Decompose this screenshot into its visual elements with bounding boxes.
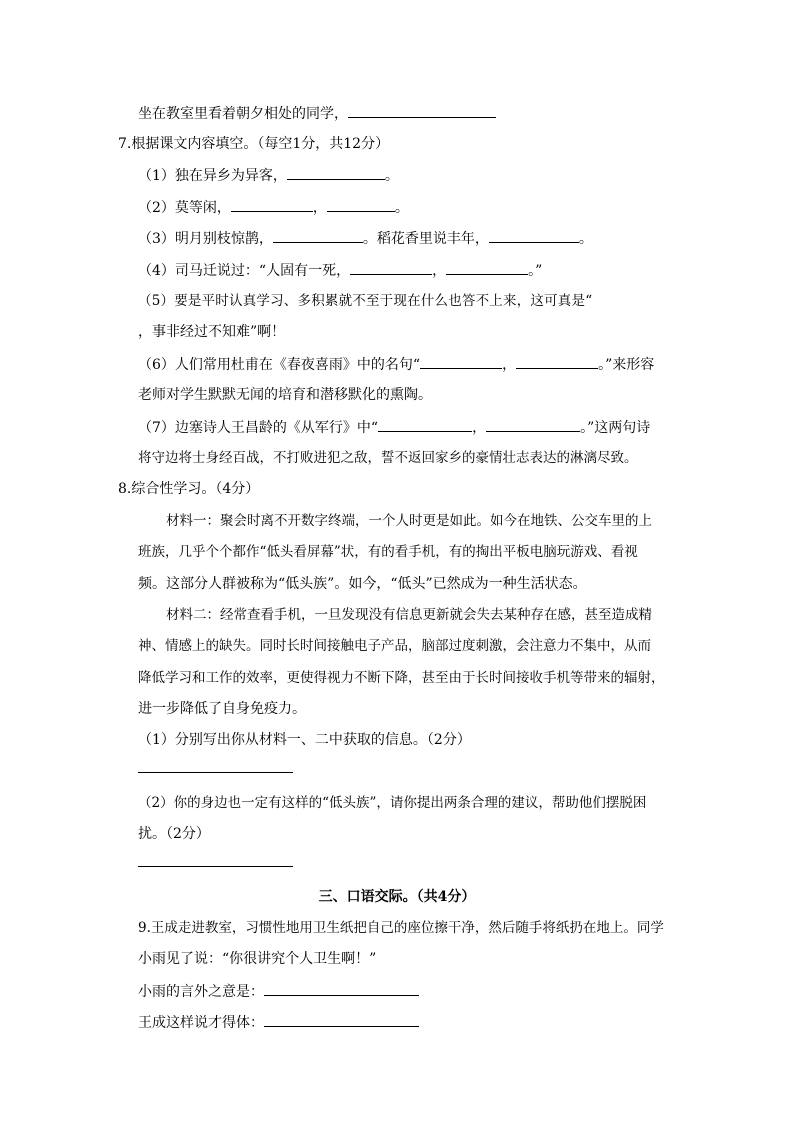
material-two-line: 神、情感上的缺失。同时长时间接触电子产品，脑部过度刺激，会注意力不集中，从而 xyxy=(138,638,651,654)
answer-line[interactable] xyxy=(138,772,293,773)
answer-blank[interactable] xyxy=(273,229,363,243)
material-one-line: 材料一：聚会时离不开数字终端，一个人时更是如此。如今在地铁、公交车里的上 xyxy=(166,513,652,529)
question-7-title: 7.根据课文内容填空。（每空1分，共12分） xyxy=(118,136,390,152)
question-7-7-cont: 将守边将士身经百战，不打败进犯之敌，誓不返回家乡的豪情壮志表达的淋漓尽致。 xyxy=(138,450,638,466)
answer-blank[interactable] xyxy=(350,261,432,275)
answer-blank[interactable] xyxy=(264,982,419,996)
text-line: 坐在教室里看着朝夕相处的同学， xyxy=(0,104,794,123)
answer-blank[interactable] xyxy=(264,1013,419,1027)
answer-blank[interactable] xyxy=(378,418,472,432)
answer-blank[interactable] xyxy=(446,261,528,275)
answer-line[interactable] xyxy=(138,866,293,867)
question-9-reply: 王成这样说才得体： xyxy=(0,1013,794,1032)
question-7-2: （2）莫等闲， ， 。 xyxy=(138,200,409,216)
question-8-2-cont: 扰。（2分） xyxy=(138,826,210,842)
question-7-4: （4）司马迁说过：“人固有一死， ， 。” xyxy=(138,263,543,279)
material-two-line: 材料二：经常查看手机，一旦发现没有信息更新就会失去某种存在感，甚至造成精 xyxy=(166,607,652,623)
question-7-5-cont: ，事非经过不知难”啊！ xyxy=(138,324,286,340)
answer-blank[interactable] xyxy=(486,418,580,432)
question-8-2: （2）你的身边也一定有这样的“低头族”，请你提出两条合理的建议，帮助他们摆脱困 xyxy=(138,795,647,811)
answer-blank[interactable] xyxy=(420,355,502,369)
answer-blank[interactable] xyxy=(327,198,395,212)
question-8-1: （1）分别写出你从材料一、二中获取的信息。（2分） xyxy=(138,732,471,748)
answer-blank[interactable] xyxy=(348,104,496,118)
answer-blank[interactable] xyxy=(489,229,579,243)
material-two-line: 降低学习和工作的效率，更使得视力不断下降，甚至由于长时间接收手机等带来的辐射， xyxy=(138,670,665,686)
answer-blank[interactable] xyxy=(231,198,313,212)
question-7-7: （7）边塞诗人王昌龄的《从军行》中“ ， 。”这两句诗 xyxy=(138,420,651,436)
question-9: 9.王成走进教室，习惯性地用卫生纸把自己的座位擦干净，然后随手将纸扔在地上。同学 xyxy=(138,920,664,936)
section-3-heading: 三、口语交际。（共4分） xyxy=(318,889,476,905)
answer-blank[interactable] xyxy=(287,166,385,180)
question-7-6: （6）人们常用杜甫在《春夜喜雨》中的名句“ ， 。”来形容 xyxy=(138,357,655,373)
answer-blank[interactable] xyxy=(516,355,598,369)
material-one-line: 班族，几乎个个都作“低头看屏幕”状，有的看手机，有的掏出平板电脑玩游戏、看视 xyxy=(138,544,638,560)
question-7-1: （1）独在异乡为异客， 。 xyxy=(138,168,399,184)
question-8-title: 8.综合性学习。（4分） xyxy=(118,481,260,497)
question-9-cont: 小雨见了说：“你很讲究个人卫生啊！” xyxy=(138,951,377,967)
material-one-line: 频。这部分人群被称为“低头族”。如今，“低头”已然成为一种生活状态。 xyxy=(138,576,587,592)
material-two-line: 进一步降低了自身免疫力。 xyxy=(138,701,306,717)
question-7-6-cont: 老师对学生默默无闻的培育和潜移默化的熏陶。 xyxy=(138,387,432,403)
question-7-3: （3）明月别枝惊鹊， 。稻花香里说丰年， 。 xyxy=(138,231,593,247)
question-7-5: （5）要是平时认真学习、多积累就不至于现在什么也答不上来，这可真是“ xyxy=(138,293,593,309)
question-9-implication: 小雨的言外之意是： xyxy=(0,982,794,1001)
